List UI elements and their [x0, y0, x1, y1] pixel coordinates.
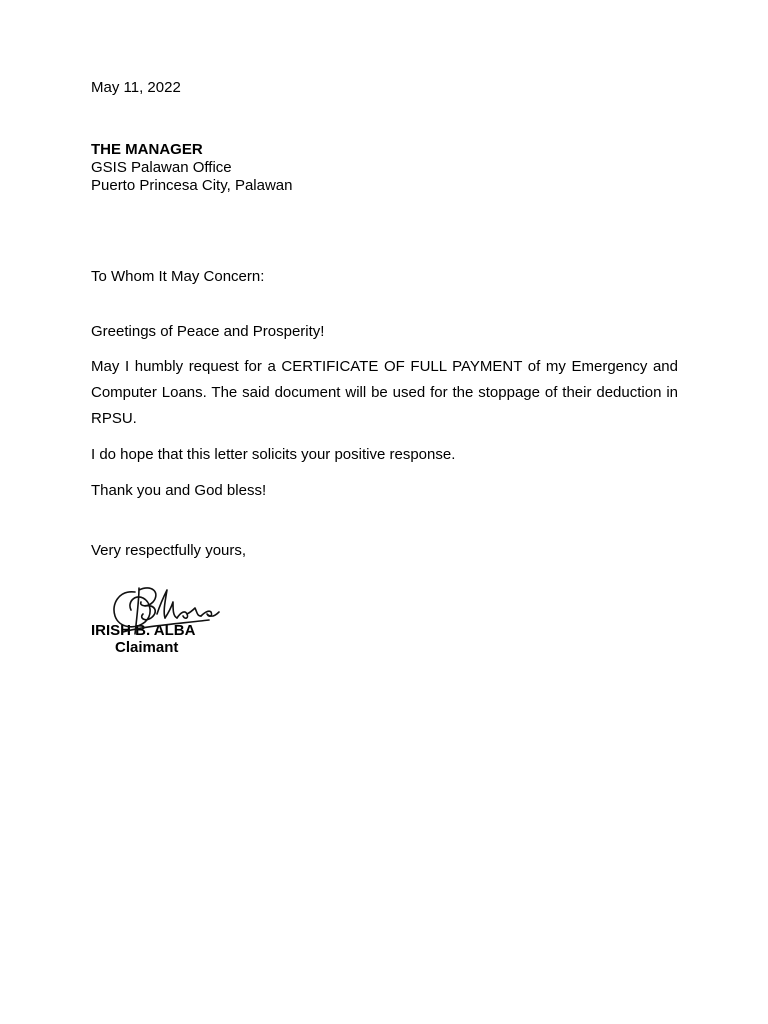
addressee-location: Puerto Princesa City, Palawan [91, 177, 293, 194]
complimentary-close: Very respectfully yours, [91, 542, 247, 559]
body-paragraph-request: May I humbly request for a CERTIFICATE OF FULL PAYMENT of my Emergency and Computer Loans. The said document will be used for the stoppage of their deduction in RPSU. [91, 358, 678, 427]
handwritten-signature [105, 572, 221, 642]
greeting: Greetings of Peace and Prosperity! [91, 323, 325, 340]
letter-date: May 11, 2022 [91, 79, 181, 96]
body-paragraph-thanks: Thank you and God bless! [91, 482, 267, 499]
addressee-office: GSIS Palawan Office [91, 159, 232, 176]
salutation: To Whom It May Concern: [91, 268, 265, 285]
signature-block [91, 572, 271, 662]
body-paragraph-hope: I do hope that this letter solicits your positive response. [91, 446, 456, 463]
addressee-block [91, 141, 678, 195]
signer-name: IRISH B. ALBA [91, 622, 196, 639]
signer-title: Claimant [115, 639, 179, 656]
addressee-name: THE MANAGER [91, 141, 203, 158]
